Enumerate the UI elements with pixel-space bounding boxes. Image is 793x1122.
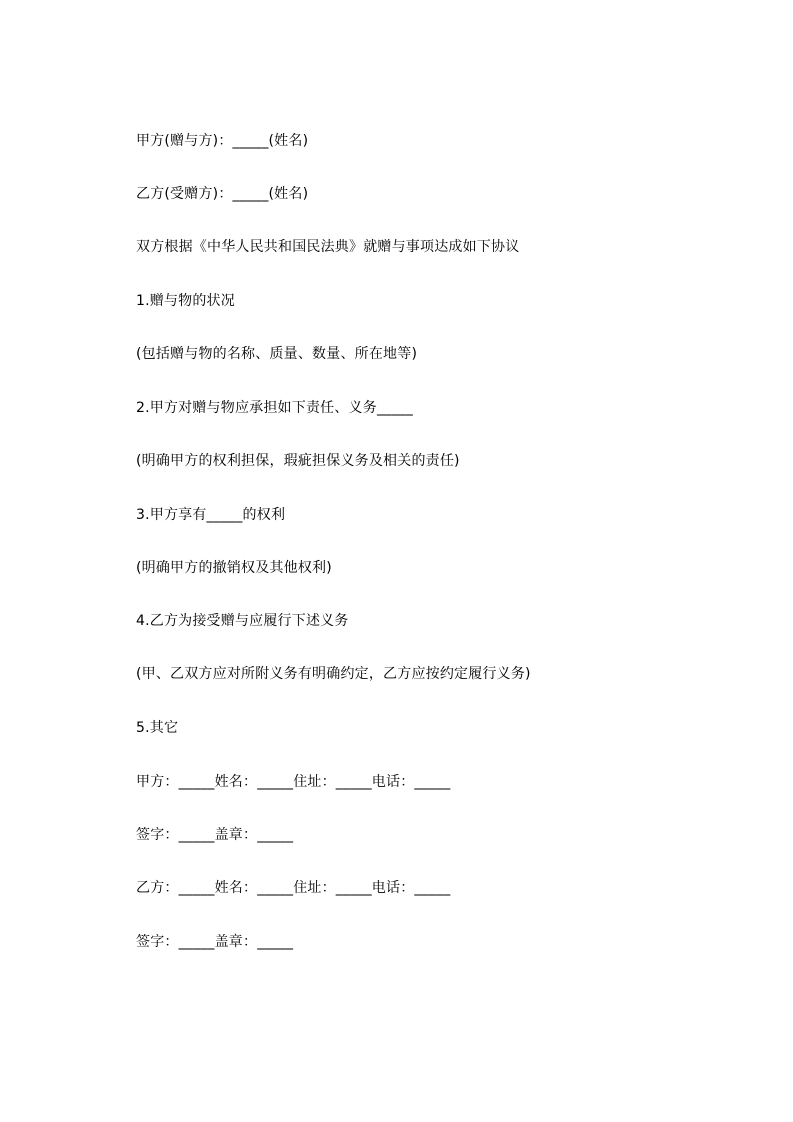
section-2-heading: 2.甲方对赠与物应承担如下责任、义务_____ xyxy=(136,400,413,416)
party-b-line: 乙方(受赠方)：_____(姓名) xyxy=(136,186,309,202)
section-5-heading: 5.其它 xyxy=(136,720,179,736)
section-2-note: (明确甲方的权利担保，瑕疵担保义务及相关的责任) xyxy=(136,453,460,469)
party-b-signature-info: 乙方：_____姓名：_____住址：_____电话：_____ xyxy=(136,880,451,896)
party-a-signature-info: 甲方：_____姓名：_____住址：_____电话：_____ xyxy=(136,774,451,790)
section-4-heading: 4.乙方为接受赠与应履行下述义务 xyxy=(136,613,349,629)
section-1-note: (包括赠与物的名称、质量、数量、所在地等) xyxy=(136,346,418,362)
section-3-heading: 3.甲方享有_____的权利 xyxy=(136,507,286,523)
agreement-intro: 双方根据《中华人民共和国民法典》就赠与事项达成如下协议 xyxy=(136,239,520,255)
party-a-line: 甲方(赠与方)：_____(姓名) xyxy=(136,133,309,149)
party-b-sign-seal: 签字：_____盖章：_____ xyxy=(136,934,294,950)
section-1-heading: 1.赠与物的状况 xyxy=(136,293,235,309)
section-3-note: (明确甲方的撤销权及其他权利) xyxy=(136,560,332,576)
section-4-note: (甲、乙双方应对所附义务有明确约定，乙方应按约定履行义务) xyxy=(136,666,531,682)
party-a-sign-seal: 签字：_____盖章：_____ xyxy=(136,827,294,843)
